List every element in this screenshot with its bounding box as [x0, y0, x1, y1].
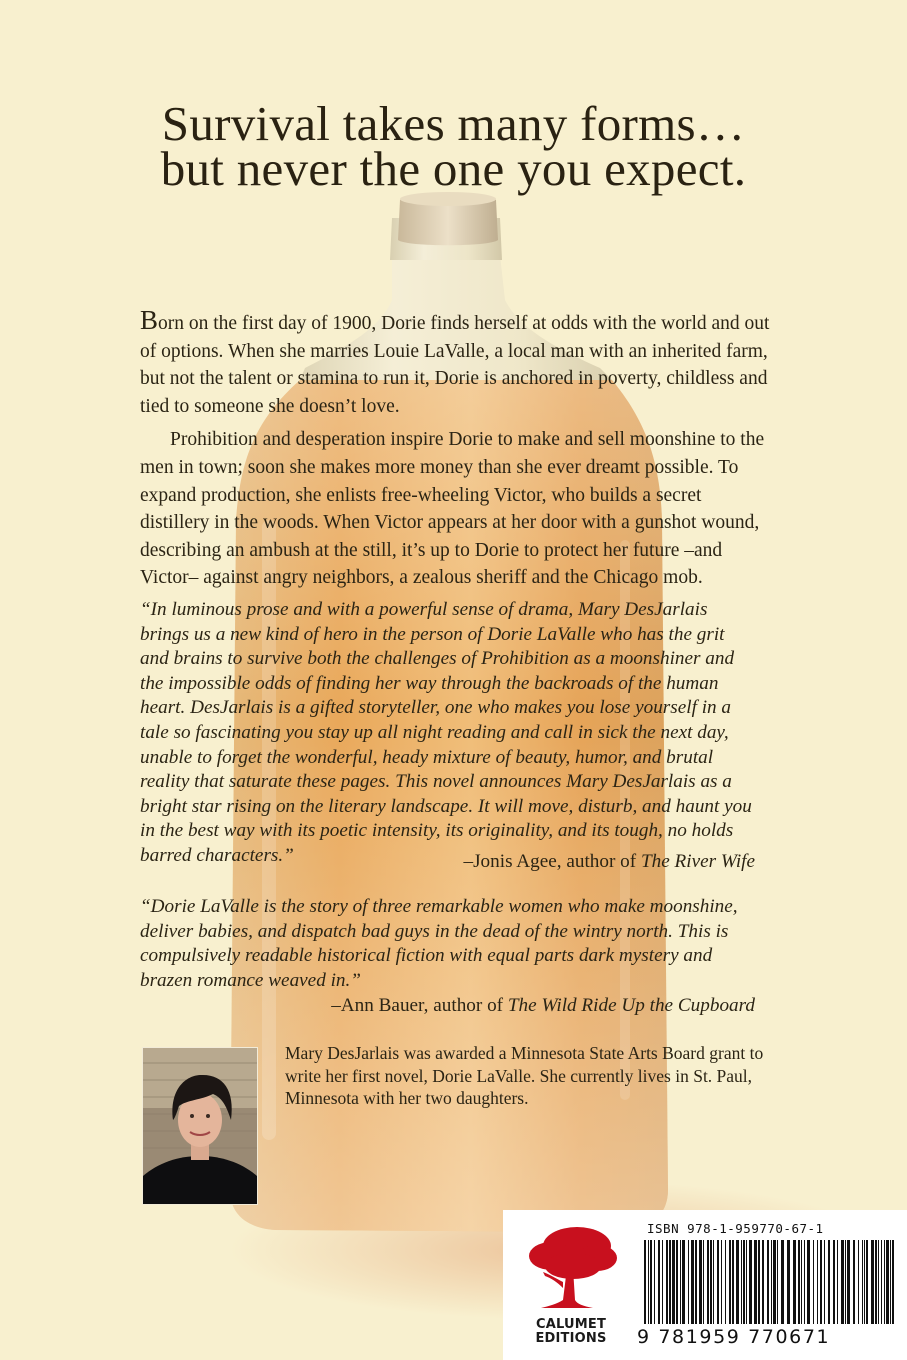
review-quote-2: “Dorie LaValle is the story of three remarkable women who make moonshine, deliver babies, and dispatch bad guys in the dead of the wintry north. This is compulsively readable historical fiction with equal parts dark mystery and brazen romance weaved in.” — [140, 896, 738, 991]
publisher-name-line-1: CALUMET — [535, 1317, 607, 1332]
synopsis — [140, 307, 770, 592]
review-quote-1: “In luminous prose and with a powerful sense of drama, Mary DesJarlais brings us a new kind of hero in the person of Dorie LaValle who has the grit and brains to survive both the challenges of Prohibition as a moonshiner and the impossible odds of finding her way through the backroads of the human heart. DesJarlais is a gifted storyteller, one who makes you lose yourself in a tale so fascinating you stay up all night reading and call in sick the next day, unable to forget the wonderful, heady mixture of beauty, humor, and brutal reality that saturate these pages. This novel announces Mary DesJarlais as a bright star rising on the literary landscape. It will move, disturb, and haunt you in the best way with its poetic intensity, its originality, and its tough, no holds barred characters.” — [140, 599, 752, 866]
isbn-label: ISBN 978-1-959770-67-1 — [647, 1221, 824, 1236]
barcode — [642, 1240, 902, 1326]
drop-cap: B — [140, 305, 159, 335]
tagline-line-2: but never the one you expect. — [160, 141, 747, 196]
tree-icon — [511, 1222, 631, 1312]
synopsis-paragraph-1-text: orn on the first day of 1900, Dorie finds herself at odds with the world and out of options. When she marries Louie LaValle, a local man with an inherited farm, but not the talent or stamina to run it, Dorie is anchored in poverty, childless and tied to someone she doesn’t love. — [140, 313, 770, 417]
attribution-text: –Ann Bauer, author of — [331, 995, 508, 1016]
attribution-work-title: The Wild Ride Up the Cupboard — [507, 995, 755, 1016]
publisher-logo — [511, 1222, 631, 1352]
author-bio: Mary DesJarlais was awarded a Minnesota State Arts Board grant to write her first novel, Dorie LaValle. She currently lives in St. Paul, Minnesota with her two daughters. — [285, 1043, 764, 1109]
attribution-work-title: The River Wife — [640, 851, 755, 872]
attribution-text: –Jonis Agee, author of — [463, 851, 641, 872]
review-attribution-2 — [331, 994, 755, 1018]
barcode-panel — [503, 1210, 907, 1360]
review-attribution-1 — [464, 850, 756, 874]
barcode-digits: 9 781959 770671 — [637, 1326, 831, 1348]
tagline-line-1: Survival takes many forms… — [161, 96, 746, 151]
synopsis-paragraph-2: Prohibition and desperation inspire Dorie to make and sell moonshine to the men in town; soon she makes more money than she ever dreamt possible. To expand production, she enlists free-wheeling Victor, who builds a secret distillery in the woods. When Victor appears at her door with a gunshot wound, describing an ambush at the still, it’s up to Dorie to protect her future –and Victor– against angry neighbors, a zealous sheriff and the Chicago mob. — [140, 429, 765, 589]
author-photo — [142, 1047, 258, 1205]
synopsis-paragraph-1 — [140, 307, 770, 420]
publisher-name-line-2: EDITIONS — [535, 1331, 607, 1346]
